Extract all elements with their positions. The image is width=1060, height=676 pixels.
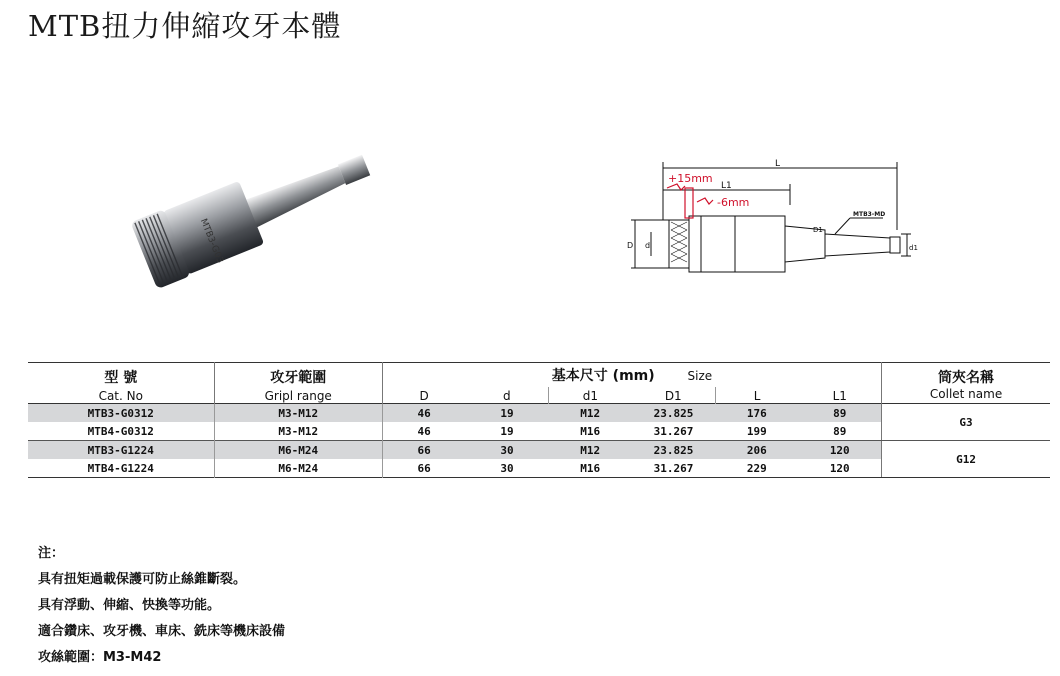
taper-shank — [244, 163, 348, 228]
minus-stroke-label: -6mm — [717, 196, 750, 209]
cell-D1: 23.825 — [632, 404, 715, 423]
note-line: 具有浮動、伸縮、快換等功能。 — [38, 598, 221, 613]
knurl-hatch — [671, 222, 687, 262]
notes-heading: 注： — [38, 546, 65, 561]
cell-L: 206 — [715, 441, 798, 460]
dim-D1-label: D1 — [813, 226, 823, 234]
cell-model: MTB4-G0312 — [87, 424, 154, 438]
plus-stroke-label: +15mm — [668, 172, 713, 185]
page-title: MTB扭力伸縮攻牙本體 — [28, 9, 342, 43]
cell-D1: 23.825 — [632, 441, 715, 460]
cell-collet: G12 — [882, 441, 1050, 478]
col-d1: d1 — [549, 387, 632, 404]
cell-range: M6-M24 — [214, 459, 382, 478]
cell-d: 19 — [500, 424, 514, 438]
cell-D1: 31.267 — [653, 461, 694, 475]
header-size-en: Size — [687, 369, 713, 383]
header-size — [382, 363, 881, 388]
cell-model: MTB3-G1224 — [28, 441, 214, 460]
col-d: d — [502, 389, 511, 403]
header-collet-zh: 筒夾名稱 — [882, 363, 1050, 388]
cell-d1: M16 — [580, 461, 601, 475]
product-photo — [100, 135, 390, 295]
dim-d-label: d — [645, 241, 651, 250]
header-model-en: Cat. No — [98, 389, 143, 403]
note-line: 攻絲範圍：M3-M42 — [38, 650, 162, 665]
cell-L1: 89 — [798, 404, 881, 423]
cell-D: 46 — [382, 422, 465, 441]
col-L: L — [715, 387, 798, 404]
table-row — [28, 404, 1050, 423]
cell-range: M6-M24 — [214, 441, 382, 460]
col-L1: L1 — [832, 389, 847, 403]
cell-D: 46 — [382, 404, 465, 423]
dim-d1-label: d1 — [909, 244, 918, 252]
table-row — [28, 441, 1050, 460]
model-callout: MTB3-MD — [853, 211, 886, 218]
col-D: D — [382, 387, 465, 404]
cell-d1: M12 — [549, 441, 632, 460]
col-D1: D1 — [664, 389, 682, 403]
cell-d: 30 — [500, 461, 514, 475]
header-range-zh: 攻牙範圍 — [214, 363, 382, 388]
cell-model: MTB4-G1224 — [87, 461, 154, 475]
spec-table — [28, 362, 1050, 478]
engraving-text: MTB3-G03 — [197, 217, 225, 265]
cell-L1: 120 — [798, 441, 881, 460]
cell-L1: 89 — [833, 424, 847, 438]
cell-L: 229 — [746, 461, 767, 475]
cell-collet: G3 — [882, 404, 1050, 441]
cell-d1: M16 — [580, 424, 601, 438]
header-range-en: Gripl range — [214, 387, 382, 404]
header-size-zh: 基本尺寸 (mm) — [551, 368, 655, 384]
stroke-range-marker — [667, 184, 713, 218]
dim-D-label: D — [627, 241, 634, 250]
cell-L1: 120 — [829, 461, 850, 475]
note-line: 具有扭矩過載保護可防止絲錐斷裂。 — [38, 572, 247, 587]
cell-d: 30 — [465, 441, 548, 460]
cell-L: 176 — [715, 404, 798, 423]
cell-d1: M12 — [549, 404, 632, 423]
header-collet-en: Collet name — [882, 387, 1050, 404]
cell-D: 66 — [382, 441, 465, 460]
cell-D1: 31.267 — [653, 424, 694, 438]
cell-model: MTB3-G0312 — [28, 404, 214, 423]
cell-D: 66 — [382, 459, 465, 478]
notes-section — [38, 541, 285, 671]
dim-L-label: L — [775, 159, 781, 169]
header-model-zh: 型 號 — [104, 370, 138, 386]
dim-L1-label: L1 — [721, 181, 732, 191]
technical-drawing — [605, 150, 925, 300]
cell-range: M3-M12 — [214, 422, 382, 441]
cell-d: 19 — [465, 404, 548, 423]
cell-range: M3-M12 — [214, 404, 382, 423]
cell-L: 199 — [746, 424, 767, 438]
note-line: 適合鑽床、攻牙機、車床、銑床等機床設備 — [38, 624, 286, 639]
